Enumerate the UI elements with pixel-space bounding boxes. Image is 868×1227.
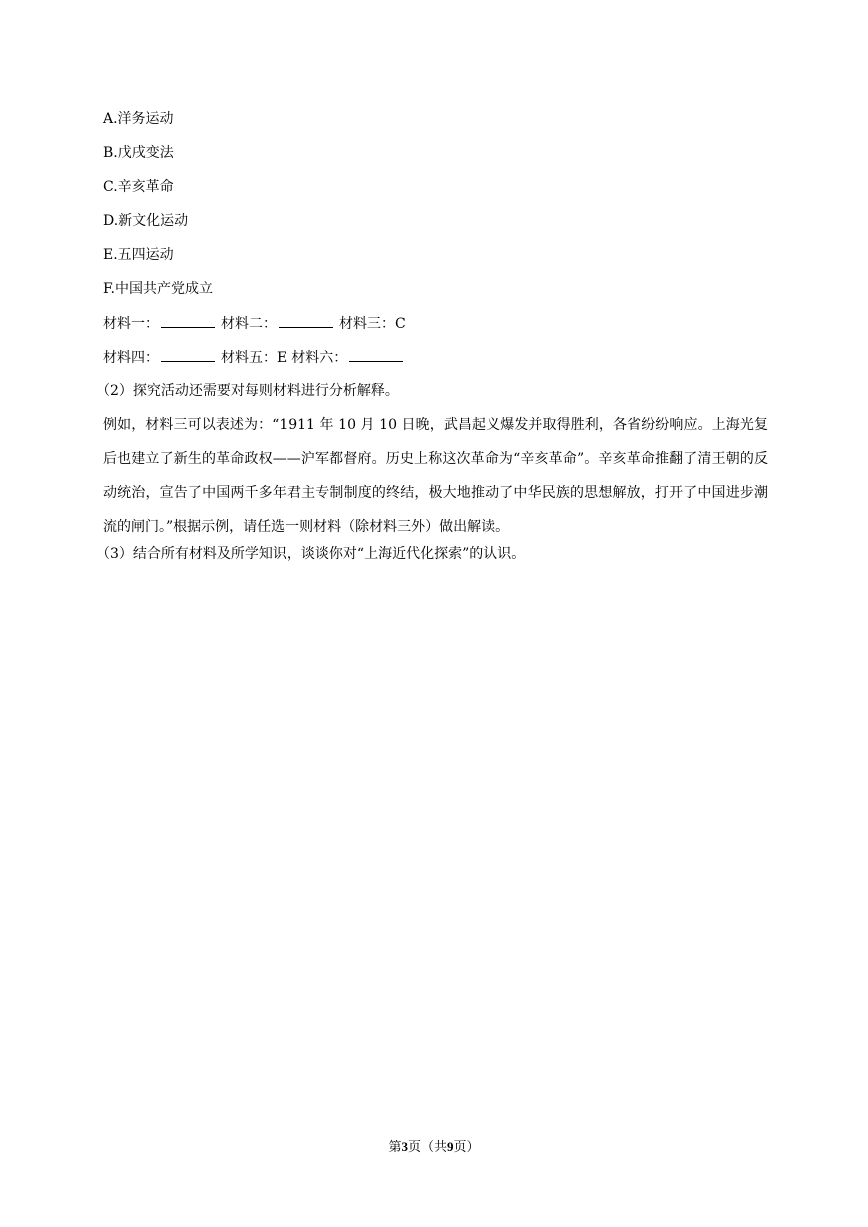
footer-prefix: 第 <box>388 1140 402 1155</box>
footer-suffix: 页） <box>453 1140 480 1155</box>
material-2-label: 材料二： <box>221 316 277 332</box>
material-1-label: 材料一： <box>103 316 159 332</box>
material-2-blank[interactable] <box>279 313 333 328</box>
option-c: C.辛亥革命 <box>103 179 174 195</box>
option-d: D.新文化运动 <box>103 213 189 229</box>
material-1-blank[interactable] <box>161 313 215 328</box>
material-4-label: 材料四： <box>103 350 159 366</box>
document-body <box>96 109 768 564</box>
question-3: （3）结合所有材料及所学知识，谈谈你对“上海近代化探索”的认识。 <box>96 546 526 562</box>
material-3-answer: 材料三：C <box>339 316 406 332</box>
material-6-blank[interactable] <box>349 347 403 362</box>
answer-row-2 <box>103 347 768 381</box>
page-footer <box>0 1138 868 1157</box>
footer-page-number: 3 <box>401 1139 408 1154</box>
material-4-blank[interactable] <box>161 347 215 362</box>
material-5-answer: 材料五：E <box>221 350 288 366</box>
question-2-example: 例如，材料三可以表述为：“1911 年 10 月 10 日晚，武昌起义爆发并取得胜利，各省纷纷响应。上海光复后也建立了新生的革命政权——沪军都督府。历史上称这次革命为“辛亥革命”。辛亥革命推翻了清王朝的反动统治，宣告了中国两千多年君主专制制度的终结，极大地推动了中华民族的思想解放，打开了中国进步潮流的闸门。”根据示例，请任选一则材料（除材料三外）做出解读。 <box>103 417 768 535</box>
material-6-label: 材料六： <box>291 350 348 366</box>
footer-total-pages: 9 <box>447 1139 454 1154</box>
option-e: E.五四运动 <box>103 247 174 263</box>
option-b: B.戊戌变法 <box>103 145 174 161</box>
question-2-intro: （2）探究活动还需要对每则材料进行分析解释。 <box>96 383 399 399</box>
option-f: F.中国共产党成立 <box>103 281 213 297</box>
option-a: A.洋务运动 <box>103 111 174 127</box>
footer-middle: 页（共 <box>407 1140 447 1155</box>
answer-row-1 <box>103 313 768 347</box>
